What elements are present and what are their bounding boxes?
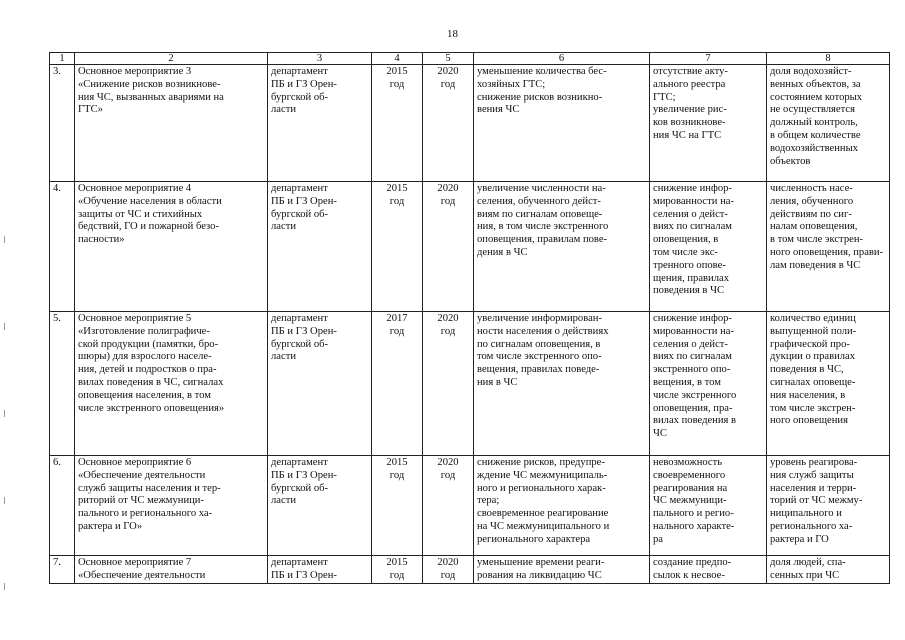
result-cell: уменьшение количества бес- хозяйных ГТС; снижение рисков возникно- вения ЧС <box>474 65 650 182</box>
row-number: 5. <box>50 312 75 456</box>
start-year-cell: 2015 год <box>372 182 423 312</box>
table-row <box>50 182 890 312</box>
margin-mark <box>4 583 5 590</box>
executor-cell: департамент ПБ и ГЗ Орен- <box>268 556 372 584</box>
result-cell: снижение рисков, предупре- ждение ЧС межмуниципаль- ного и регионального харак- тера; своевременное реагирование на ЧС межмуниципального и регионального характера <box>474 456 650 556</box>
table-row <box>50 556 890 584</box>
result-cell: увеличение численности на- селения, обученного дейст- виям по сигналам оповеще- ния, в том числе экстренного оповещения, правилам пове- дения в ЧС <box>474 182 650 312</box>
end-year-cell: 2020 год <box>423 456 474 556</box>
activity-cell: Основное мероприятие 6 «Обеспечение деятельности служб защиты населения и тер- риторий от ЧС межмуници- пального и регионального ха- рактера и ГО» <box>75 456 268 556</box>
indicator-cell: доля водохозяйст- венных объектов, за состоянием которых не осуществляется должный контроль, в общем количестве водохозяйственных объектов <box>767 65 890 182</box>
end-year-cell: 2020 год <box>423 182 474 312</box>
executor-cell: департамент ПБ и ГЗ Орен- бургской об- ласти <box>268 312 372 456</box>
start-year-cell: 2015 год <box>372 65 423 182</box>
measures-table <box>49 52 890 584</box>
consequences-cell: создание предпо- сылок к несвое- <box>650 556 767 584</box>
result-cell: увеличение информирован- ности населения о действиях по сигналам оповещения, в том числе экстренного опо- вещения, правилах поведе- ния в ЧС <box>474 312 650 456</box>
page-number: 18 <box>447 28 458 40</box>
consequences-cell: отсутствие акту- ального реестра ГТС; увеличение рис- ков возникнове- ния ЧС на ГТС <box>650 65 767 182</box>
table-header-row <box>50 53 890 65</box>
table-row <box>50 65 890 182</box>
column-header: 8 <box>767 53 890 65</box>
margin-mark <box>4 236 5 243</box>
executor-cell: департамент ПБ и ГЗ Орен- бургской об- ласти <box>268 456 372 556</box>
end-year-cell: 2020 год <box>423 312 474 456</box>
margin-mark <box>4 323 5 330</box>
row-number: 6. <box>50 456 75 556</box>
table-row <box>50 456 890 556</box>
activity-cell: Основное мероприятие 7 «Обеспечение деятельности <box>75 556 268 584</box>
column-header: 2 <box>75 53 268 65</box>
margin-mark <box>4 410 5 417</box>
activity-cell: Основное мероприятие 5 «Изготовление полиграфиче- ской продукции (памятки, бро- шюры) для взрослого населе- ния, детей и подростков о пра- вилах поведения в ЧС, сигналах оповещения населения, в том числе экстренного оповещения» <box>75 312 268 456</box>
start-year-cell: 2017 год <box>372 312 423 456</box>
column-header: 1 <box>50 53 75 65</box>
margin-mark <box>4 497 5 504</box>
row-number: 4. <box>50 182 75 312</box>
consequences-cell: снижение инфор- мированности на- селения о дейст- виях по сигналам экстренного опо- вещения, в том числе экстренного оповещения, пра- вилах поведения в ЧС <box>650 312 767 456</box>
consequences-cell: снижение инфор- мированности на- селения о дейст- виях по сигналам оповещения, в том числе экс- тренного опове- щения, правилах поведения в ЧС <box>650 182 767 312</box>
column-header: 3 <box>268 53 372 65</box>
activity-cell: Основное мероприятие 4 «Обучение населения в области защиты от ЧС и стихийных бедствий, ГО и пожарной безо- пасности» <box>75 182 268 312</box>
table-row <box>50 312 890 456</box>
executor-cell: департамент ПБ и ГЗ Орен- бургской об- ласти <box>268 182 372 312</box>
end-year-cell: 2020 год <box>423 65 474 182</box>
end-year-cell: 2020 год <box>423 556 474 584</box>
indicator-cell: численность насе- ления, обученного действиям по сиг- налам оповещения, в том числе экстрен- ного оповещения, прави- лам поведения в ЧС <box>767 182 890 312</box>
indicator-cell: доля людей, спа- сенных при ЧС <box>767 556 890 584</box>
start-year-cell: 2015 год <box>372 456 423 556</box>
result-cell: уменьшение времени реаги- рования на ликвидацию ЧС <box>474 556 650 584</box>
column-header: 4 <box>372 53 423 65</box>
column-header: 5 <box>423 53 474 65</box>
row-number: 7. <box>50 556 75 584</box>
start-year-cell: 2015 год <box>372 556 423 584</box>
column-header: 7 <box>650 53 767 65</box>
indicator-cell: уровень реагирова- ния служб защиты населения и терри- торий от ЧС межму- ниципального и регионального ха- рактера и ГО <box>767 456 890 556</box>
indicator-cell: количество единиц выпущенной поли- графической про- дукции о правилах поведения в ЧС, сигналах оповеще- ния населения, в том числе экстрен- ного оповещения <box>767 312 890 456</box>
row-number: 3. <box>50 65 75 182</box>
column-header: 6 <box>474 53 650 65</box>
activity-cell: Основное мероприятие 3 «Снижение рисков возникнове- ния ЧС, вызванных авариями на ГТС» <box>75 65 268 182</box>
consequences-cell: невозможность своевременного реагирования на ЧС межмуници- пального и регио- нального характе- ра <box>650 456 767 556</box>
executor-cell: департамент ПБ и ГЗ Орен- бургской об- ласти <box>268 65 372 182</box>
